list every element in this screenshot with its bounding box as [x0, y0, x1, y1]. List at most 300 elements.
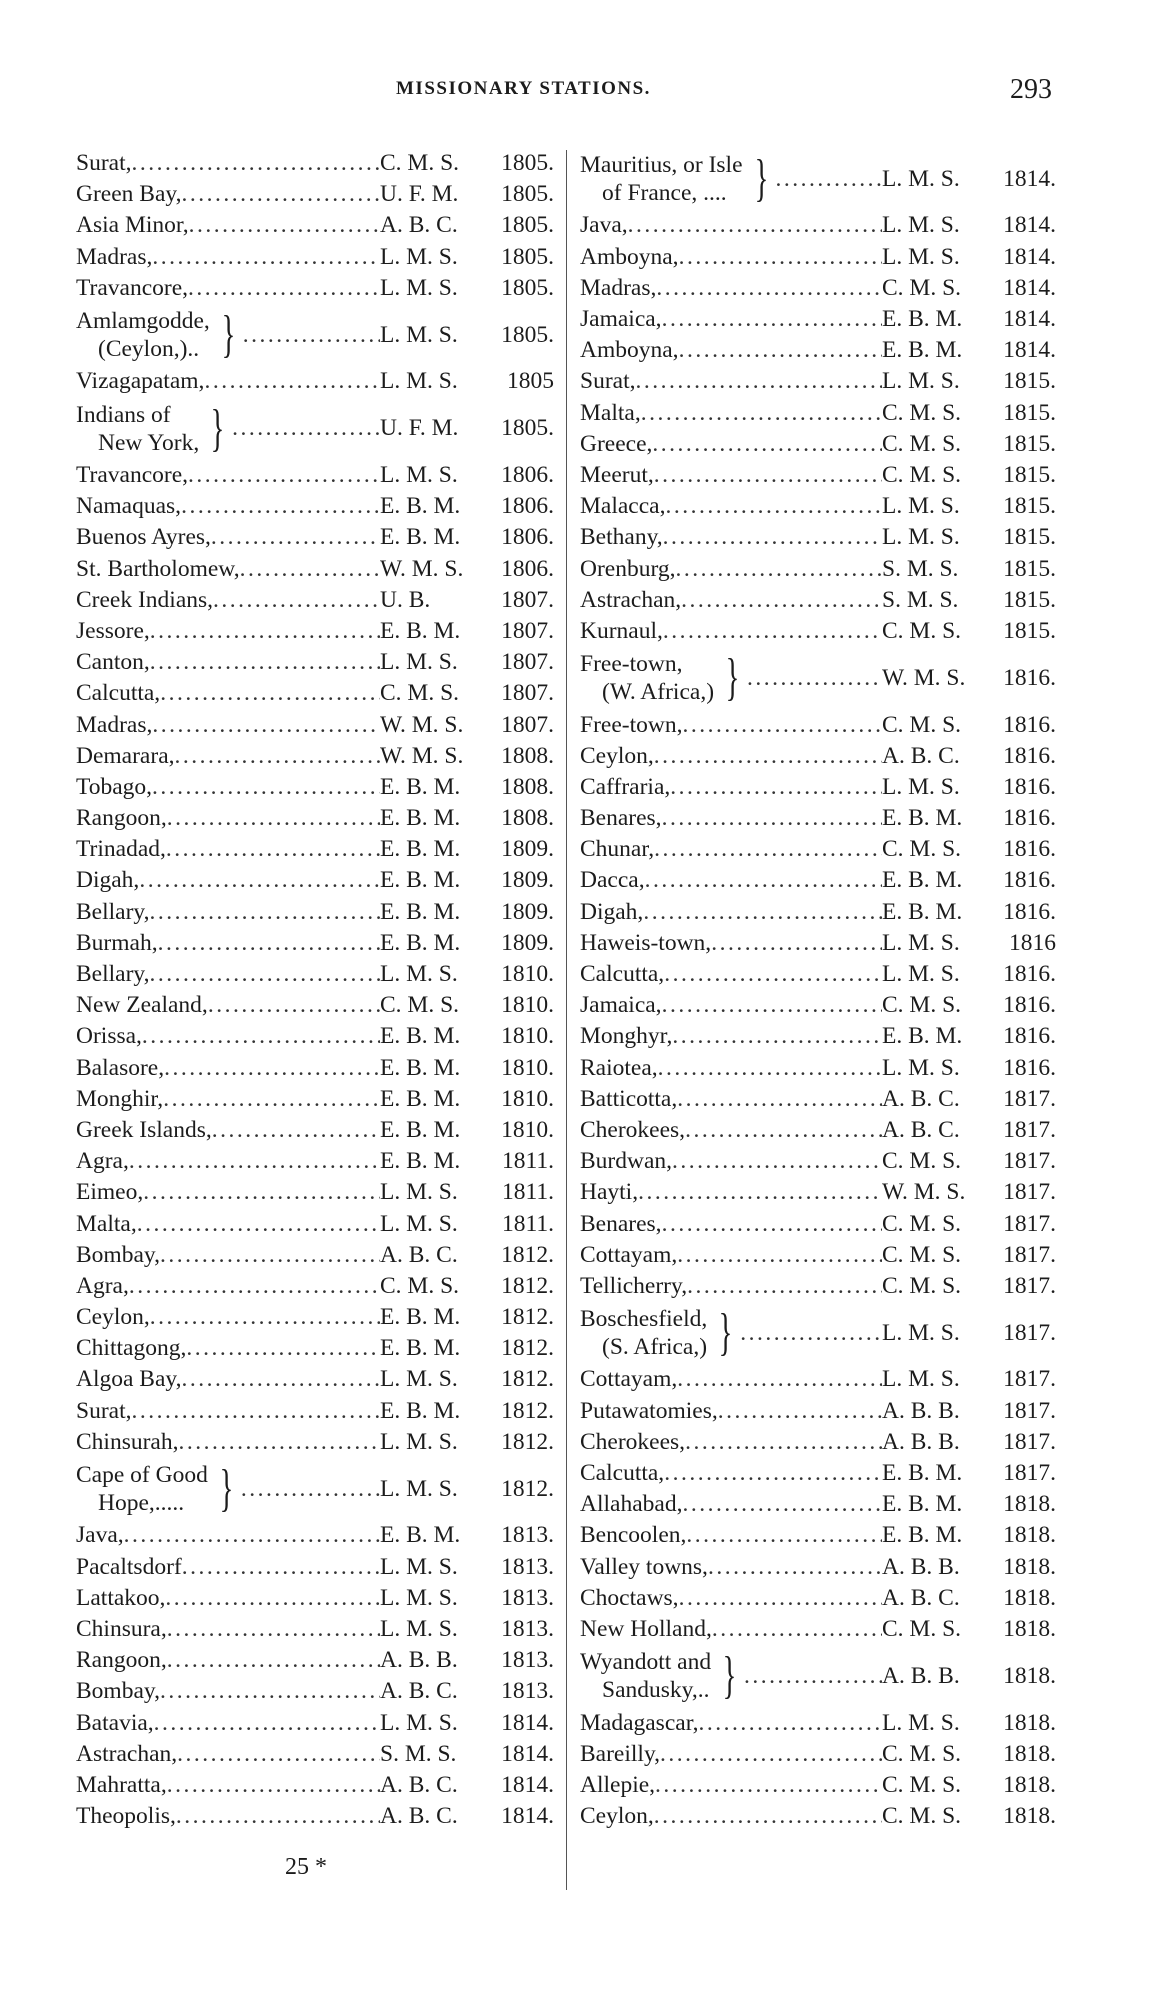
station-entry [76, 1707, 554, 1738]
station-entry [76, 1676, 554, 1707]
station-entry [76, 304, 554, 366]
dot-leader [204, 368, 380, 395]
station-place: Allahabad, [580, 1491, 683, 1518]
station-place: Dacca, [580, 867, 645, 894]
dot-leader [240, 556, 380, 583]
dot-leader [654, 836, 882, 863]
station-entry [580, 1302, 1056, 1364]
station-society: E. B. M. [882, 898, 963, 925]
station-year: 1816. [1003, 867, 1056, 894]
dot-leader [178, 1429, 380, 1456]
station-place-line-1: Amlamgodde, [76, 308, 210, 335]
dot-leader [744, 1663, 882, 1690]
station-place: New Zealand, [76, 992, 208, 1019]
station-society: L. M. S. [882, 212, 960, 239]
station-place: Ceylon, [580, 1803, 654, 1830]
station-entry [76, 491, 554, 522]
station-society: L. M. S. [380, 1615, 458, 1642]
station-place: Bellary, [76, 961, 150, 987]
dot-leader [698, 1710, 882, 1737]
station-entry [580, 429, 1056, 460]
station-society: A. B. C. [882, 1584, 960, 1611]
station-entry [76, 803, 554, 834]
station-place: Bencoolen, [580, 1522, 687, 1549]
station-place: Bareilly, [580, 1740, 661, 1767]
station-place: Orenburg, [580, 555, 676, 582]
station-place: Greece, [580, 430, 653, 457]
station-society: L. M. S. [882, 773, 960, 800]
dot-leader [213, 587, 380, 614]
station-society: L. M. S. [882, 524, 960, 551]
station-year: 1812. [501, 1397, 554, 1424]
station-year: 1812. [501, 1366, 554, 1393]
station-entry [580, 1458, 1056, 1489]
brace-mark: } [725, 649, 740, 707]
station-entry [76, 148, 554, 179]
dot-leader [747, 665, 882, 692]
station-place: Raiotea, [580, 1054, 658, 1081]
station-society: A. B. B. [380, 1647, 458, 1674]
station-place: Bellary, [76, 898, 150, 925]
station-entry [580, 834, 1056, 865]
station-year: 1817. [1003, 1366, 1056, 1393]
station-place: Chittagong, [76, 1335, 187, 1362]
dot-leader [189, 212, 380, 239]
station-year: 1805. [501, 212, 554, 239]
station-society: E. B. M. [882, 1522, 963, 1549]
station-society: E. B. M. [380, 929, 461, 956]
station-place [580, 1305, 707, 1361]
station-place: Rangoon, [76, 805, 167, 832]
left-column [76, 148, 554, 1832]
station-entry [76, 834, 554, 865]
station-place: Mahratta, [76, 1771, 167, 1798]
station-society: E. B. M. [380, 493, 461, 520]
station-society: C. M. S. [882, 1803, 962, 1830]
station-place-line-1: Cape of Good [76, 1462, 208, 1489]
station-place: Cherokees, [580, 1116, 686, 1143]
dot-leader [638, 1179, 882, 1206]
station-entry [76, 1551, 554, 1582]
station-entry [76, 1396, 554, 1427]
station-society: E. B. M. [380, 1522, 461, 1549]
dot-leader [662, 992, 882, 1019]
station-place: Cottayam, [580, 1366, 678, 1393]
station-year: 1813. [501, 1522, 554, 1549]
dot-leader [654, 462, 882, 489]
station-year: 1817. [1003, 1210, 1056, 1237]
dot-leader [679, 1585, 882, 1612]
station-year: 1817. [1003, 1460, 1056, 1487]
station-society: E. B. M. [380, 1335, 461, 1362]
dot-leader [677, 1242, 882, 1269]
station-society: S. M. S. [380, 1740, 457, 1767]
dot-leader [129, 1148, 380, 1175]
station-place: Agra, [76, 1148, 129, 1175]
station-year: 1807. [501, 711, 554, 738]
station-year: 1814. [1003, 306, 1056, 333]
station-society: L. M. S. [882, 929, 960, 956]
station-place: Astrachan, [580, 586, 682, 613]
station-place: Balasore, [76, 1054, 165, 1081]
station-entry [76, 179, 554, 210]
station-entry [76, 522, 554, 553]
station-society: S. M. S. [882, 555, 959, 582]
station-year: 1817. [1003, 1116, 1056, 1143]
station-society: A. B. C. [380, 1678, 458, 1705]
station-year: 1818. [1003, 1662, 1056, 1689]
station-society: A. B. C. [882, 742, 960, 769]
station-year: 1805 [507, 368, 554, 395]
station-entry [76, 1084, 554, 1115]
station-society: E. B. M. [882, 805, 963, 832]
station-society: L. M. S. [380, 1210, 458, 1237]
station-entry [580, 741, 1056, 772]
dot-leader [152, 244, 380, 271]
station-place: Canton, [76, 649, 150, 676]
station-entry [580, 491, 1056, 522]
brace-mark: } [221, 306, 236, 364]
dot-leader [167, 1647, 380, 1674]
dot-leader [687, 1273, 882, 1300]
station-year: 1818. [1003, 1553, 1056, 1580]
station-society: A. B. C. [380, 1771, 458, 1798]
station-year: 1818. [1003, 1740, 1056, 1767]
station-year: 1816. [1003, 805, 1056, 832]
station-entry [76, 553, 554, 584]
station-place: Ceylon, [76, 1304, 150, 1331]
station-place-line-1: Mauritius, or Isle [580, 152, 743, 179]
station-year: 1816. [1003, 711, 1056, 738]
station-entry [76, 928, 554, 959]
station-entry [76, 273, 554, 304]
station-place: Benares, [580, 1210, 662, 1237]
brace-mark: } [219, 1460, 234, 1518]
station-place: Java, [76, 1522, 124, 1549]
station-entry [76, 1458, 554, 1520]
station-place-line-1: Indians of [76, 401, 171, 428]
station-entry [76, 1364, 554, 1395]
station-entry [580, 1770, 1056, 1801]
station-entry [580, 242, 1056, 273]
station-year: 1810. [501, 1054, 554, 1081]
dot-leader [660, 1741, 882, 1768]
station-entry [76, 1333, 554, 1364]
station-year: 1815. [1003, 586, 1056, 613]
station-year: 1816. [1003, 836, 1056, 863]
dot-leader [679, 244, 882, 271]
station-year: 1816. [1003, 773, 1056, 800]
station-entry [76, 1801, 554, 1832]
station-place: Monghyr, [580, 1023, 673, 1050]
station-entry [76, 1739, 554, 1770]
station-place: Tellicherry, [580, 1272, 688, 1299]
station-year: 1810. [501, 1023, 554, 1050]
station-place: Bombay, [76, 1241, 160, 1268]
station-entry [580, 897, 1056, 928]
station-society: E. B. M. [380, 1148, 461, 1175]
station-year: 1809. [501, 898, 554, 925]
station-entry [76, 1146, 554, 1177]
station-society: E. B. M. [882, 306, 963, 333]
station-entry [580, 210, 1056, 241]
station-place: Lattakoo, [76, 1584, 166, 1611]
station-society: E. B. M. [380, 898, 461, 925]
dot-leader [182, 1366, 380, 1393]
station-place-line-2: Hope,..... [98, 1490, 185, 1517]
station-society: E. B. M. [380, 617, 461, 644]
station-entry [76, 897, 554, 928]
station-society: A. B. B. [882, 1397, 960, 1424]
dot-leader [662, 805, 882, 832]
brace-mark: } [722, 1647, 737, 1705]
column-divider [566, 150, 567, 1890]
station-year: 1811. [501, 1210, 554, 1237]
station-place-line-1: Free-town, [580, 651, 683, 678]
station-society: C. M. S. [380, 680, 460, 707]
station-entry [76, 1208, 554, 1239]
station-place: Hayti, [580, 1179, 639, 1206]
station-year: 1814. [1003, 212, 1056, 239]
station-society: L. M. S. [380, 1553, 458, 1580]
dot-leader [685, 1117, 882, 1144]
station-place: Meerut, [580, 461, 654, 488]
station-entry [76, 1115, 554, 1146]
station-society: E. B. M. [882, 867, 963, 894]
dot-leader [131, 150, 380, 177]
station-entry [76, 616, 554, 647]
station-society: C. M. S. [882, 274, 962, 301]
station-society: L. M. S. [380, 368, 458, 395]
station-place: Madras, [76, 243, 153, 270]
station-entry [76, 585, 554, 616]
station-place: Batavia, [76, 1709, 154, 1736]
station-society: U. F. M. [380, 415, 459, 442]
station-place: Burdwan, [580, 1148, 673, 1175]
station-year: 1812. [501, 1428, 554, 1455]
station-society: C. M. S. [882, 1740, 962, 1767]
station-society: E. B. M. [380, 1054, 461, 1081]
dot-leader [166, 836, 380, 863]
station-society: W. M. S. [380, 742, 464, 769]
station-entry [580, 709, 1056, 740]
station-year: 1815. [1003, 399, 1056, 426]
station-place: Batticotta, [580, 1085, 678, 1112]
station-society: C. M. S. [882, 1148, 962, 1175]
station-year: 1812. [501, 1335, 554, 1362]
station-place: St. Bartholomew, [76, 555, 240, 582]
station-year: 1810. [501, 1116, 554, 1143]
station-entry [580, 1396, 1056, 1427]
station-entry [76, 741, 554, 772]
station-place: Cottayam, [580, 1241, 678, 1268]
dot-leader [176, 1803, 380, 1830]
station-year: 1816. [1003, 1023, 1056, 1050]
station-entry [580, 1208, 1056, 1239]
station-year: 1813. [501, 1647, 554, 1674]
station-place: Java, [580, 212, 628, 239]
station-year: 1813. [501, 1678, 554, 1705]
station-year: 1817. [1003, 1319, 1056, 1346]
station-year: 1811. [501, 1179, 554, 1206]
right-column [580, 148, 1056, 1832]
station-place [580, 1648, 711, 1704]
station-year: 1816. [1003, 961, 1056, 987]
station-entry [76, 1770, 554, 1801]
station-society: L. M. S. [380, 274, 458, 301]
dot-leader [188, 462, 380, 489]
station-society: A. B. C. [380, 212, 458, 239]
station-entry [580, 1801, 1056, 1832]
station-year: 1817. [1003, 1148, 1056, 1175]
station-place-line-1: Boschesfield, [580, 1306, 708, 1333]
station-society: C. M. S. [882, 617, 962, 644]
dot-leader [175, 743, 381, 770]
station-year: 1812. [501, 1241, 554, 1268]
station-society: E. B. M. [380, 1116, 461, 1143]
station-entry [76, 1052, 554, 1083]
station-place: Greek Islands, [76, 1116, 212, 1143]
station-year: 1816. [1003, 898, 1056, 925]
station-place: Agra, [76, 1272, 129, 1299]
station-year: 1813. [501, 1553, 554, 1580]
station-year: 1818. [1003, 1491, 1056, 1518]
station-year: 1810. [501, 961, 554, 987]
dot-leader [670, 774, 882, 801]
dot-leader [142, 1023, 380, 1050]
dot-leader [654, 743, 882, 770]
station-year: 1815. [1003, 617, 1056, 644]
dot-leader [682, 712, 882, 739]
dot-leader [164, 1055, 380, 1082]
dot-leader [677, 1086, 882, 1113]
station-place: Amboyna, [580, 337, 679, 364]
station-society: W. M. S. [882, 1179, 966, 1206]
dot-leader [685, 1429, 882, 1456]
station-year: 1810. [501, 992, 554, 1019]
station-place: Surat, [76, 150, 132, 177]
station-entry [580, 1364, 1056, 1395]
station-place: Namaquas, [76, 493, 182, 520]
station-year: 1816. [1003, 992, 1056, 1019]
dot-leader [152, 774, 380, 801]
dot-leader [628, 212, 882, 239]
dot-leader [167, 1616, 380, 1643]
station-year: 1808. [501, 805, 554, 832]
station-entry [76, 678, 554, 709]
station-society: A. B. B. [882, 1428, 960, 1455]
station-place: Choctaws, [580, 1584, 679, 1611]
station-year: 1818. [1003, 1771, 1056, 1798]
station-year: 1806. [501, 462, 554, 488]
station-society: E. B. M. [882, 1023, 963, 1050]
dot-leader [150, 961, 380, 988]
station-place-line-1: Wyandott and [580, 1649, 712, 1676]
station-society: A. B. B. [882, 1662, 960, 1689]
dot-leader [712, 1616, 882, 1643]
dot-leader [672, 1148, 882, 1175]
station-society: L. M. S. [380, 243, 458, 270]
station-society: A. B. B. [882, 1553, 960, 1580]
station-year: 1817. [1003, 1241, 1056, 1268]
dot-leader [686, 1522, 882, 1549]
station-year: 1818. [1003, 1522, 1056, 1549]
station-year: 1806. [501, 555, 554, 582]
station-place: Monghir, [76, 1085, 164, 1112]
dot-leader [664, 1460, 882, 1487]
station-year: 1815. [1003, 461, 1056, 488]
station-entry [580, 398, 1056, 429]
station-entry [580, 1052, 1056, 1083]
station-entry [76, 460, 554, 491]
station-entry [76, 1645, 554, 1676]
page-number: 293 [1010, 74, 1052, 105]
station-place: Allepie, [580, 1771, 656, 1798]
station-society: E. B. M. [380, 1023, 461, 1050]
dot-leader [664, 961, 882, 988]
station-year: 1818. [1003, 1803, 1056, 1830]
station-place: Bombay, [76, 1678, 160, 1705]
station-entry [76, 242, 554, 273]
station-society: L. M. S. [380, 961, 458, 987]
station-society: E. B. M. [380, 1304, 461, 1331]
dot-leader [139, 867, 380, 894]
station-entry [580, 304, 1056, 335]
station-year: 1807. [501, 649, 554, 676]
station-society: L. M. S. [380, 321, 458, 348]
dot-leader [160, 1242, 380, 1269]
dot-leader [241, 1476, 380, 1503]
station-society: W. M. S. [380, 555, 464, 582]
station-place: Eimeo, [76, 1179, 144, 1206]
station-society: C. M. S. [882, 711, 962, 738]
station-place: Digah, [76, 867, 140, 894]
station-place [580, 650, 714, 706]
station-place: Ceylon, [580, 742, 654, 769]
dot-leader [181, 493, 380, 520]
station-society: C. M. S. [882, 992, 962, 1019]
dot-leader [662, 1211, 882, 1238]
station-society: C. M. S. [380, 992, 460, 1019]
station-entry [76, 1583, 554, 1614]
station-society: L. M. S. [882, 493, 960, 520]
dot-leader [124, 1522, 380, 1549]
station-society: L. M. S. [882, 1054, 960, 1081]
station-entry [76, 398, 554, 460]
station-place: Caffraria, [580, 773, 671, 800]
dot-leader [150, 618, 380, 645]
station-place: Madras, [76, 711, 153, 738]
station-society: L. M. S. [380, 1584, 458, 1611]
station-society: L. M. S. [380, 649, 458, 676]
station-year: 1808. [501, 773, 554, 800]
station-year: 1807. [501, 586, 554, 613]
station-society: E. B. M. [380, 867, 461, 894]
station-society: C. M. S. [882, 1615, 962, 1642]
station-place: Rangoon, [76, 1647, 167, 1674]
station-entry [580, 1271, 1056, 1302]
station-year: 1814. [501, 1771, 554, 1798]
dot-leader [677, 1366, 882, 1393]
station-place: Travancore, [76, 462, 189, 488]
station-entry [76, 1240, 554, 1271]
station-entry [580, 1177, 1056, 1208]
dot-leader [232, 415, 380, 442]
station-entry [580, 460, 1056, 491]
station-entry [580, 1021, 1056, 1052]
station-year: 1814. [1003, 337, 1056, 364]
station-year: 1805. [501, 150, 554, 177]
